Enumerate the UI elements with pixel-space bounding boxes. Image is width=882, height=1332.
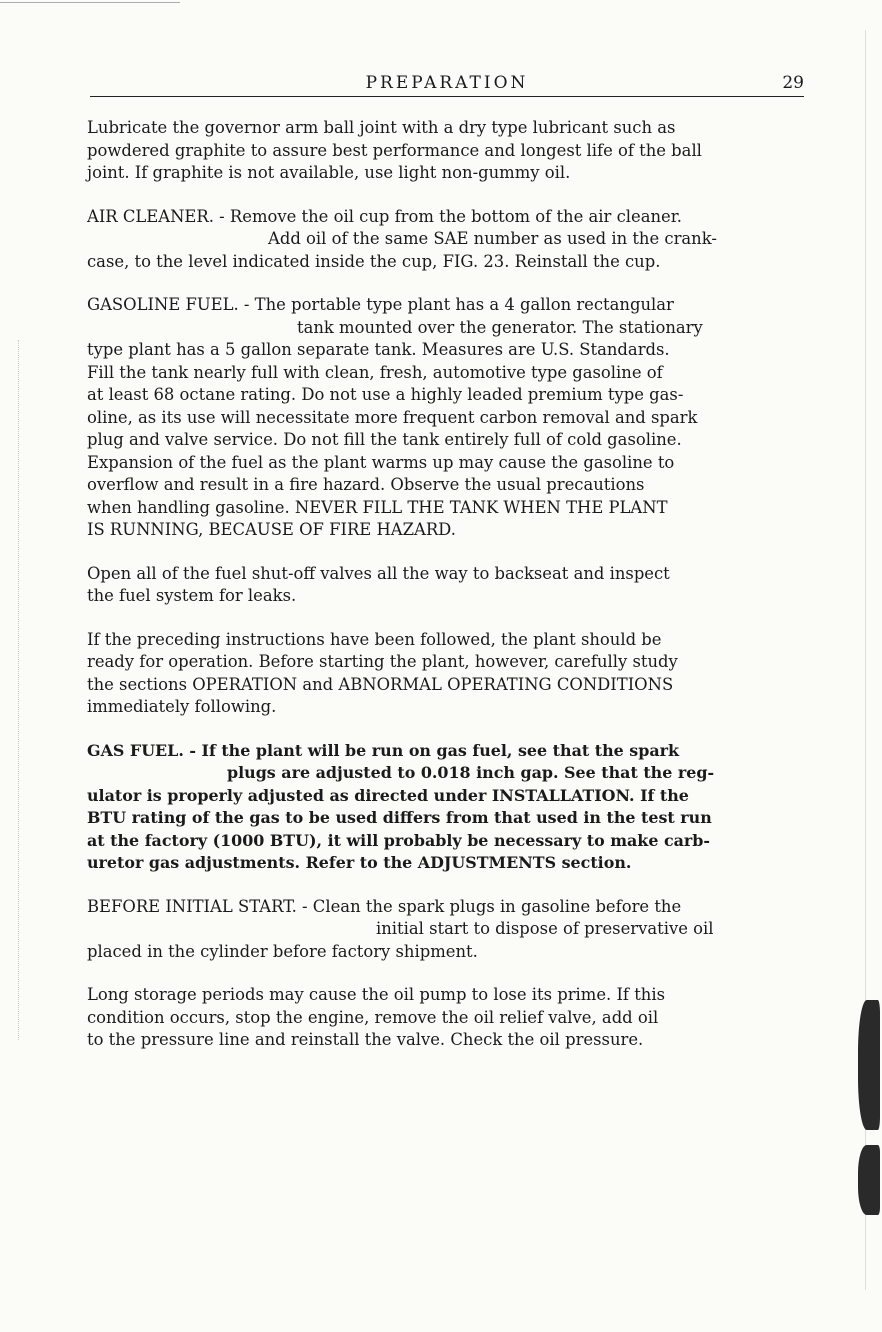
text-line: IS RUNNING, BECAUSE OF FIRE HAZARD. bbox=[87, 520, 456, 539]
text-line: AIR CLEANER. - Remove the oil cup from the bottom of the air cleaner. bbox=[87, 206, 682, 226]
text-line: BTU rating of the gas to be used differs from that used in the test run bbox=[87, 808, 712, 827]
text-line: Add oil of the same SAE number as used in the crank- bbox=[268, 229, 717, 248]
text-line: uretor gas adjustments. Refer to the ADJUSTMENTS section. bbox=[87, 853, 632, 872]
scan-edge-shadow bbox=[858, 1000, 880, 1130]
paragraph-governor-lubrication bbox=[87, 117, 827, 185]
text-line: when handling gasoline. NEVER FILL THE TANK WHEN THE PLANT bbox=[87, 497, 668, 517]
body-text bbox=[87, 117, 827, 1073]
text-line: type plant has a 5 gallon separate tank. Measures are U.S. Standards. bbox=[87, 340, 670, 359]
text-line: at the factory (1000 BTU), it will probably be necessary to make carb- bbox=[87, 830, 711, 850]
text-line: plugs are adjusted to 0.018 inch gap. See that the reg- bbox=[227, 763, 715, 782]
paragraph-ready-for-operation bbox=[87, 629, 827, 719]
running-title: PREPARATION bbox=[365, 73, 529, 93]
text-line: GAS FUEL. - If the plant will be run on gas fuel, see that the spark bbox=[87, 740, 680, 760]
paragraph-long-storage bbox=[87, 984, 827, 1052]
text-line: GASOLINE FUEL. - The portable type plant has a 4 gallon rectangular bbox=[87, 295, 674, 314]
text-line: the sections OPERATION and ABNORMAL OPERATING CONDITIONS bbox=[87, 674, 674, 694]
paragraph-air-cleaner bbox=[87, 206, 827, 274]
text-line: ulator is properly adjusted as directed under INSTALLATION. If the bbox=[87, 785, 689, 805]
text-line: ready for operation. Before starting the plant, however, carefully study bbox=[87, 652, 678, 671]
page-header bbox=[90, 72, 804, 97]
text-line: If the preceding instructions have been followed, the plant should be bbox=[87, 629, 662, 649]
scan-artifact-line bbox=[0, 2, 180, 3]
text-line: case, to the level indicated inside the cup, FIG. 23. Reinstall the cup. bbox=[87, 251, 661, 271]
text-line: overflow and result in a fire hazard. Observe the usual precautions bbox=[87, 475, 645, 494]
paragraph-gasoline-fuel bbox=[87, 294, 827, 542]
text-line: condition occurs, stop the engine, remove the oil relief valve, add oil bbox=[87, 1007, 659, 1027]
paragraph-fuel-valves bbox=[87, 563, 827, 608]
text-line: Long storage periods may cause the oil pump to lose its prime. If this bbox=[87, 985, 665, 1004]
text-line: Expansion of the fuel as the plant warms up may cause the gasoline to bbox=[87, 452, 675, 472]
text-line: placed in the cylinder before factory shipment. bbox=[87, 941, 478, 961]
text-line: tank mounted over the generator. The stationary bbox=[297, 317, 703, 337]
text-line: plug and valve service. Do not fill the tank entirely full of cold gasoline. bbox=[87, 430, 682, 449]
text-line: at least 68 octane rating. Do not use a highly leaded premium type gas- bbox=[87, 385, 684, 404]
text-line: powdered graphite to assure best performance and longest life of the ball bbox=[87, 140, 702, 160]
scan-edge-dots bbox=[18, 340, 20, 1040]
paragraph-before-initial-start bbox=[87, 896, 827, 964]
text-line: oline, as its use will necessitate more frequent carbon removal and spark bbox=[87, 407, 698, 427]
text-line: initial start to dispose of preservative oil bbox=[376, 919, 714, 938]
text-line: Fill the tank nearly full with clean, fresh, automotive type gasoline of bbox=[87, 362, 663, 382]
page-number: 29 bbox=[782, 73, 804, 93]
text-line: BEFORE INITIAL START. - Clean the spark plugs in gasoline before the bbox=[87, 896, 682, 916]
text-line: Open all of the fuel shut-off valves all the way to backseat and inspect bbox=[87, 563, 670, 583]
text-line: Lubricate the governor arm ball joint with a dry type lubricant such as bbox=[87, 118, 676, 137]
text-line: to the pressure line and reinstall the valve. Check the oil pressure. bbox=[87, 1030, 644, 1049]
text-line: the fuel system for leaks. bbox=[87, 586, 297, 605]
text-line: joint. If graphite is not available, use light non-gummy oil. bbox=[87, 163, 571, 182]
paragraph-gas-fuel bbox=[87, 740, 827, 875]
scan-edge-shadow bbox=[858, 1145, 880, 1215]
text-line: immediately following. bbox=[87, 697, 277, 716]
